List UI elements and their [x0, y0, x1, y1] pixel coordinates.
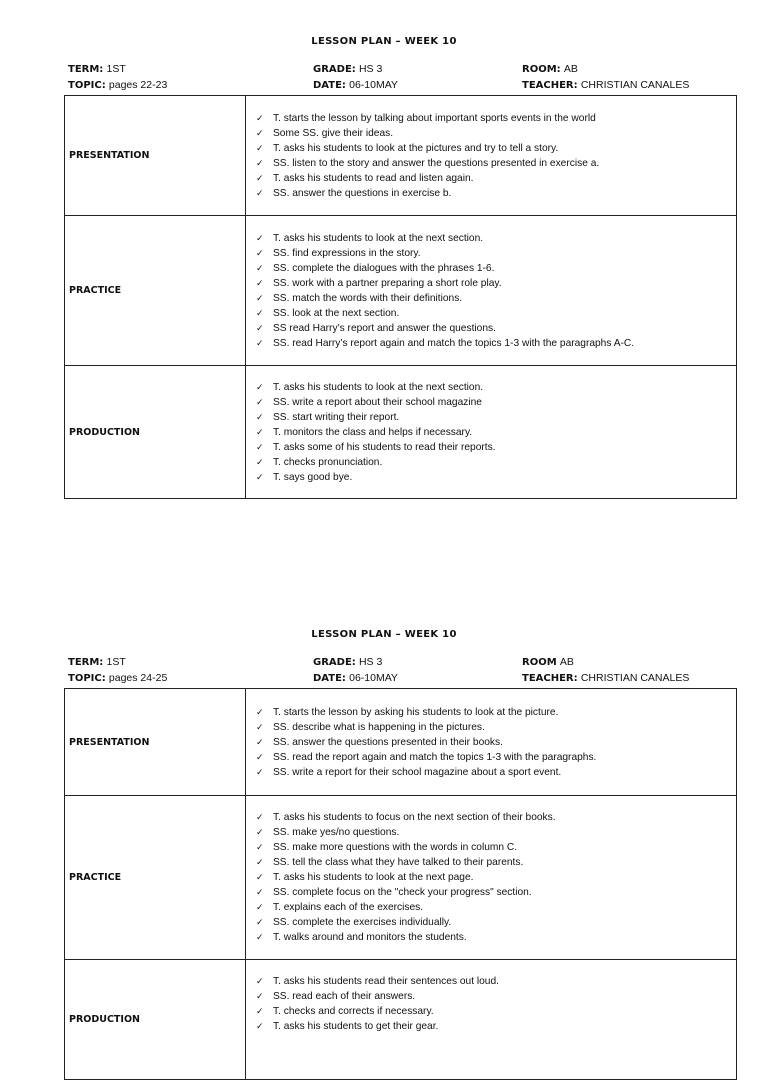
stage-name: PRESENTATION: [65, 96, 246, 216]
check-icon: ✓: [256, 262, 264, 273]
activity-item: ✓ SS. answer the questions in exercise b.: [256, 187, 452, 199]
teacher-label: TEACHER:: [522, 80, 578, 91]
date-label: DATE:: [313, 80, 346, 91]
teacher-field: [522, 79, 689, 91]
activity-item: ✓ T. asks his students to look at the next section.: [256, 232, 484, 244]
check-icon: ✓: [256, 247, 264, 258]
date-value: 06-10MAY: [349, 672, 398, 684]
topic-value: pages 22-23: [108, 79, 168, 91]
activity-item: ✓ T. says good bye.: [256, 471, 353, 483]
activity-item: ✓ SS. match the words with their definitions.: [256, 292, 463, 304]
activity-item: ✓ T. starts the lesson by asking his students to look at the picture.: [256, 706, 559, 718]
teacher-value: CHRISTIAN CANALES: [580, 672, 690, 684]
check-icon: ✓: [256, 307, 264, 318]
check-icon: ✓: [256, 872, 264, 882]
stage-activities: [246, 796, 737, 960]
activity-item: ✓ SS. work with a partner preparing a short role play.: [256, 277, 502, 289]
term-field: [68, 656, 126, 668]
activity-item: ✓ SS. write a report for their school magazine about a sport event.: [256, 766, 562, 778]
stage-row-production: [65, 366, 737, 499]
grade-value: HS 3: [358, 656, 383, 668]
activity-item: ✓ T. walks around and monitors the students.: [256, 932, 467, 943]
term-value: 1ST: [106, 63, 126, 75]
grade-field: [313, 63, 382, 75]
date-label: DATE:: [313, 673, 346, 684]
check-icon: ✓: [256, 411, 264, 422]
date-field: [313, 672, 398, 684]
activity-item: ✓ SS. listen to the story and answer the questions presented in exercise a.: [256, 157, 600, 169]
check-icon: ✓: [256, 322, 264, 333]
check-icon: ✓: [256, 827, 264, 837]
activity-item: ✓ T. starts the lesson by talking about important sports events in the world: [256, 112, 596, 124]
stage-name: PRACTICE: [65, 796, 246, 960]
lesson-table: [64, 688, 737, 1080]
check-icon: ✓: [256, 917, 264, 927]
stage-activities: [246, 216, 737, 366]
teacher-value: CHRISTIAN CANALES: [580, 79, 690, 91]
stage-name: PRESENTATION: [65, 689, 246, 796]
activity-item: ✓ SS. make yes/no questions.: [256, 827, 400, 838]
check-icon: ✓: [256, 1021, 264, 1031]
check-icon: ✓: [256, 292, 264, 303]
lesson-table: [64, 95, 737, 499]
grade-field: [313, 656, 382, 668]
room-value: AB: [563, 63, 578, 75]
stage-row-practice: [65, 216, 737, 366]
grade-label: GRADE:: [313, 657, 356, 668]
check-icon: ✓: [256, 976, 264, 986]
stage-row-presentation: [65, 689, 737, 796]
activity-item: ✓ T. asks his students read their sentences out loud.: [256, 976, 499, 987]
check-icon: ✓: [256, 441, 264, 452]
date-field: [313, 79, 398, 91]
activity-item: ✓ T. asks his students to get their gear.: [256, 1021, 439, 1032]
check-icon: ✓: [256, 127, 264, 138]
check-icon: ✓: [256, 381, 264, 392]
check-icon: ✓: [256, 932, 264, 942]
activity-item: ✓ SS. start writing their report.: [256, 411, 400, 423]
check-icon: ✓: [256, 157, 264, 168]
term-value: 1ST: [106, 656, 126, 668]
check-icon: ✓: [256, 471, 264, 482]
check-icon: ✓: [256, 426, 264, 437]
check-icon: ✓: [256, 112, 264, 123]
stage-name: PRODUCTION: [65, 960, 246, 1080]
check-icon: ✓: [256, 721, 264, 732]
activity-list: [246, 231, 736, 351]
stage-row-presentation: [65, 96, 737, 216]
activity-item: ✓ T. checks pronunciation.: [256, 456, 383, 468]
stage-activities: [246, 689, 737, 796]
check-icon: ✓: [256, 232, 264, 243]
activity-item: ✓ SS. complete the exercises individually.: [256, 917, 452, 928]
check-icon: ✓: [256, 736, 264, 747]
check-icon: ✓: [256, 187, 264, 198]
activity-item: ✓ SS. complete the dialogues with the phrases 1-6.: [256, 262, 495, 274]
check-icon: ✓: [256, 172, 264, 183]
grade-value: HS 3: [358, 63, 383, 75]
activity-item: ✓ SS. describe what is happening in the pictures.: [256, 721, 485, 733]
check-icon: ✓: [256, 142, 264, 153]
room-label: ROOM: [522, 657, 557, 668]
room-field: [522, 656, 574, 668]
term-label: TERM:: [68, 657, 104, 668]
activity-item: ✓ SS. look at the next section.: [256, 307, 400, 319]
stage-row-production: [65, 960, 737, 1080]
room-label: ROOM:: [522, 64, 561, 75]
check-icon: ✓: [256, 766, 264, 777]
activity-item: ✓ T. asks some of his students to read their reports.: [256, 441, 496, 453]
activity-item: ✓ T. asks his students to look at the pictures and try to tell a story.: [256, 142, 559, 154]
term-label: TERM:: [68, 64, 104, 75]
term-field: [68, 63, 126, 75]
activity-list: [246, 974, 736, 1034]
topic-value: pages 24-25: [108, 672, 168, 684]
activity-item: ✓ SS. find expressions in the story.: [256, 247, 421, 259]
check-icon: ✓: [256, 456, 264, 467]
activity-list: [246, 705, 736, 780]
activity-item: ✓ SS read Harry’s report and answer the questions.: [256, 322, 496, 334]
stage-name: PRACTICE: [65, 216, 246, 366]
activity-item: ✓ T. asks his students to read and listen again.: [256, 172, 474, 184]
check-icon: ✓: [256, 887, 264, 897]
grade-label: GRADE:: [313, 64, 356, 75]
activity-item: ✓ T. asks his students to look at the next section.: [256, 381, 484, 393]
check-icon: ✓: [256, 1006, 264, 1016]
teacher-label: TEACHER:: [522, 673, 578, 684]
activity-list: [246, 111, 736, 201]
plan-title: LESSON PLAN – WEEK 10: [311, 629, 457, 640]
stage-name: PRODUCTION: [65, 366, 246, 499]
activity-item: ✓ SS. read the report again and match the topics 1-3 with the paragraphs.: [256, 751, 597, 763]
topic-field: [68, 672, 167, 684]
activity-item: ✓ T. asks his students to focus on the next section of their books.: [256, 812, 556, 823]
check-icon: ✓: [256, 857, 264, 867]
stage-activities: [246, 96, 737, 216]
check-icon: ✓: [256, 902, 264, 912]
check-icon: ✓: [256, 277, 264, 288]
activity-item: ✓ SS. answer the questions presented in their books.: [256, 736, 503, 748]
teacher-field: [522, 672, 689, 684]
plan-title: LESSON PLAN – WEEK 10: [311, 36, 457, 47]
stage-activities: [246, 960, 737, 1080]
check-icon: ✓: [256, 751, 264, 762]
activity-item: ✓ Some SS. give their ideas.: [256, 127, 394, 139]
activity-item: ✓ SS. write a report about their school magazine: [256, 396, 482, 408]
activity-item: ✓ T. explains each of the exercises.: [256, 902, 424, 913]
activity-item: ✓ SS. tell the class what they have talked to their parents.: [256, 857, 524, 868]
activity-item: ✓ SS. complete focus on the "check your progress" section.: [256, 887, 532, 898]
check-icon: ✓: [256, 337, 264, 348]
room-field: [522, 63, 578, 75]
stage-activities: [246, 366, 737, 499]
activity-item: ✓ T. monitors the class and helps if necessary.: [256, 426, 473, 438]
activity-item: ✓ SS. make more questions with the words in column C.: [256, 842, 518, 853]
check-icon: ✓: [256, 842, 264, 852]
topic-label: TOPIC:: [68, 673, 106, 684]
activity-item: ✓ T. asks his students to look at the next page.: [256, 872, 474, 883]
activity-item: ✓ SS. read Harry’s report again and match the topics 1-3 with the paragraphs A-C.: [256, 337, 635, 349]
date-value: 06-10MAY: [349, 79, 398, 91]
check-icon: ✓: [256, 706, 264, 717]
check-icon: ✓: [256, 991, 264, 1001]
topic-label: TOPIC:: [68, 80, 106, 91]
topic-field: [68, 79, 167, 91]
room-value: AB: [559, 656, 574, 668]
check-icon: ✓: [256, 396, 264, 407]
activity-item: ✓ SS. read each of their answers.: [256, 991, 416, 1002]
check-icon: ✓: [256, 812, 264, 822]
activity-item: ✓ T. checks and corrects if necessary.: [256, 1006, 434, 1017]
stage-row-practice: [65, 796, 737, 960]
activity-list: [246, 380, 736, 485]
activity-list: [246, 810, 736, 945]
